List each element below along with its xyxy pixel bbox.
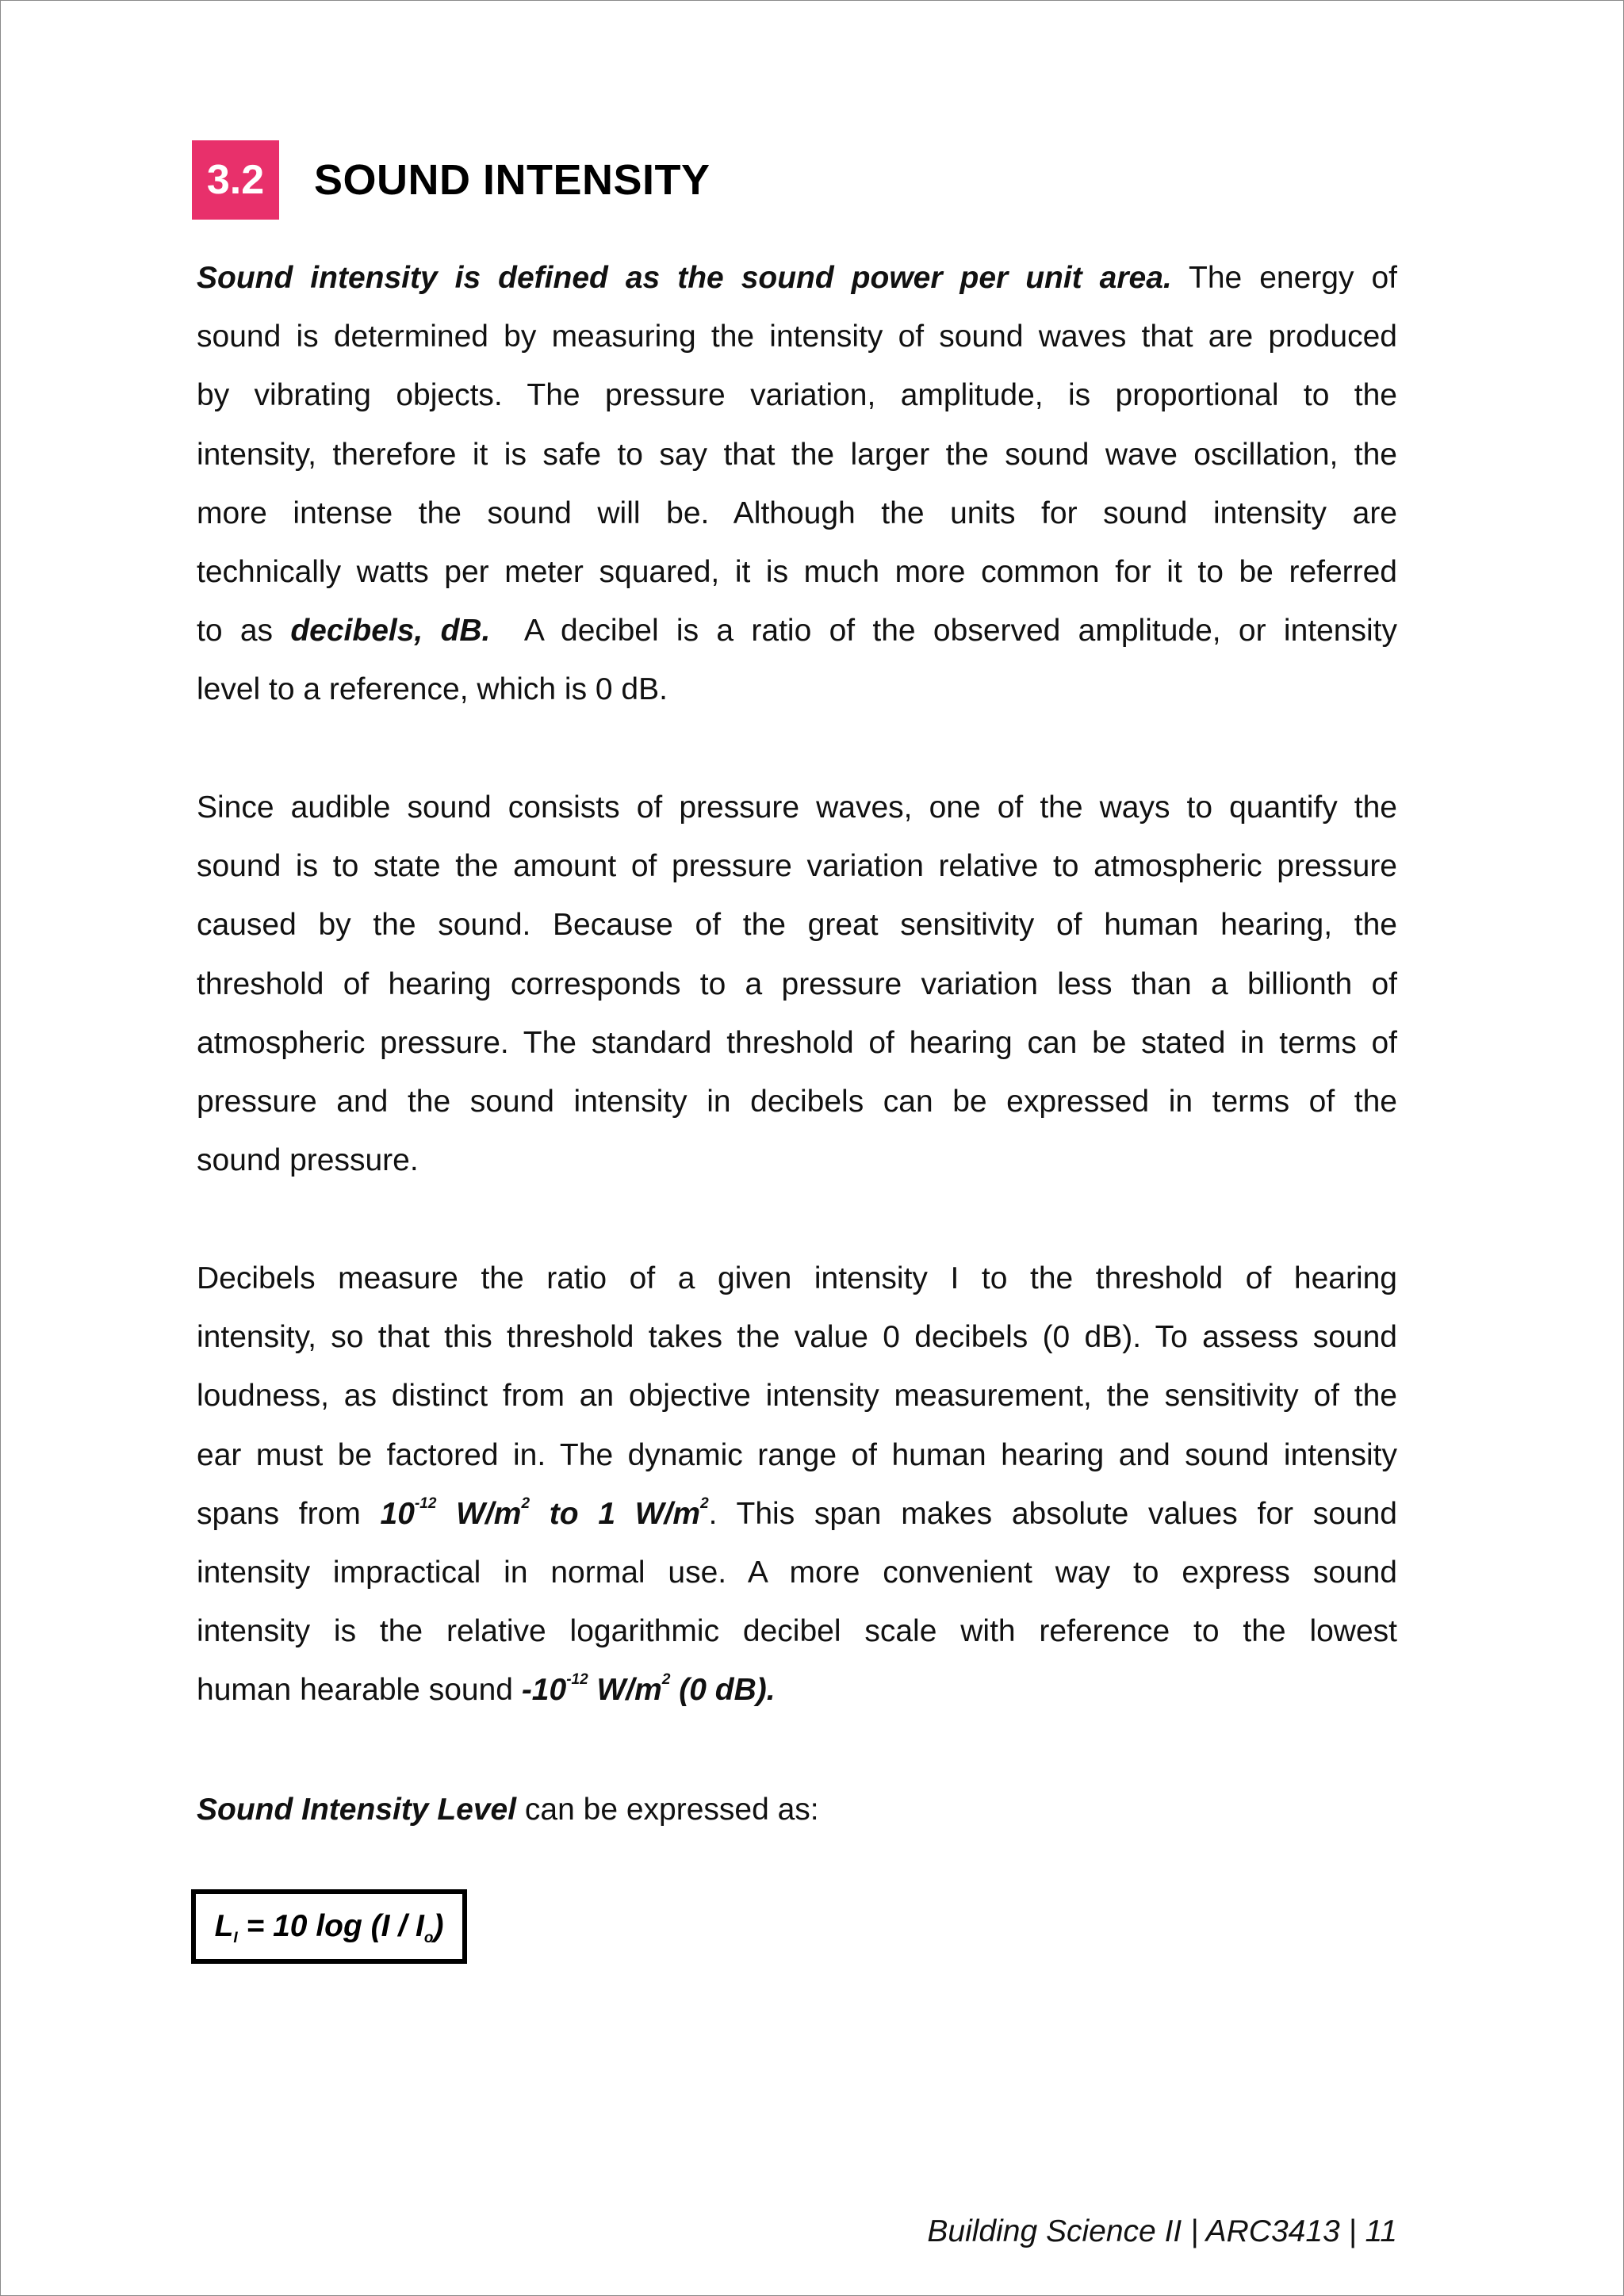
text-line: threshold of hearing corresponds to a pressure variation less than a billionth of <box>197 966 1397 1001</box>
text-line: level to a reference, which is 0 dB. <box>197 672 668 707</box>
text-line: human hearable sound $-10^{-12}$ $W/m^2$ (0 dB). <box>197 1671 776 1708</box>
text-line: atmospheric pressure. The standard threshold of hearing can be stated in terms of <box>197 1025 1397 1060</box>
intensity-range: $10^{-12}$ $W/m^2$ to 1 $W/m^2$ <box>380 1494 709 1531</box>
text-line: more intense the sound will be. Although the units for sound intensity are <box>197 496 1397 530</box>
text-line: sound pressure. <box>197 1143 419 1178</box>
section-title: SOUND INTENSITY <box>314 156 710 204</box>
text-line: Since audible sound consists of pressure waves, one of the ways to quantify the <box>197 790 1397 825</box>
text-line: Sound Intensity Level can be expressed as: <box>197 1793 819 1827</box>
paragraph-decibels <box>197 1249 1397 1720</box>
text-line: intensity, therefore it is safe to say that the larger the sound wave oscillation, the <box>197 437 1397 472</box>
section-number-badge: 3.2 <box>192 140 279 220</box>
page-footer: Building Science II | ARC3413 | 11 <box>927 2214 1397 2248</box>
paragraph-level-intro <box>197 1781 1397 1839</box>
text-line: intensity, so that this threshold takes the value 0 decibels (0 dB). To assess sound <box>197 1320 1397 1355</box>
text-line: spans from $10^{-12}$ $W/m^2$ to 1 $W/m^2$. This span makes absolute values for sound <box>197 1494 1397 1531</box>
sound-intensity-level-term: Sound Intensity Level <box>197 1793 517 1827</box>
formula-text: $L_I = 10$ $\log (I / I_o)$ <box>214 1909 444 1946</box>
formula-box <box>191 1889 467 1964</box>
text-line: loudness, as distinct from an objective intensity measurement, the sensitivity of the <box>197 1379 1397 1414</box>
text-line: intensity is the relative logarithmic decibel scale with reference to the lowest <box>197 1614 1397 1649</box>
decibels-term: decibels, dB. <box>290 614 491 649</box>
text-line: Decibels measure the ratio of a given intensity I to the threshold of hearing <box>197 1261 1397 1295</box>
text-line: technically watts per meter squared, it is much more common for it to be referred <box>197 555 1397 590</box>
text-line: by vibrating objects. The pressure variation, amplitude, is proportional to the <box>197 378 1397 413</box>
text-line: sound is determined by measuring the intensity of sound waves that are produced <box>197 320 1397 354</box>
paragraph-pressure <box>197 779 1397 1190</box>
text-line: Sound intensity is defined as the sound power per unit area. The energy of <box>197 261 1397 295</box>
paragraph-definition <box>197 249 1397 720</box>
section-header <box>192 140 710 220</box>
definition-lead: Sound intensity is defined as the sound power per unit area. <box>197 261 1172 295</box>
text-line: pressure and the sound intensity in decibels can be expressed in terms of the <box>197 1085 1397 1119</box>
text-line: ear must be factored in. The dynamic range of human hearing and sound intensity <box>197 1437 1397 1472</box>
text-line: caused by the sound. Because of the great sensitivity of human hearing, the <box>197 908 1397 943</box>
text-line: sound is to state the amount of pressure variation relative to atmospheric pressure <box>197 849 1397 884</box>
text-line: to as decibels, dB. A decibel is a ratio of the observed amplitude, or intensity <box>197 614 1397 649</box>
threshold-value: $-10^{-12}$ $W/m^2$ (0 dB). <box>521 1671 776 1708</box>
text-line: intensity impractical in normal use. A more convenient way to express sound <box>197 1556 1397 1590</box>
